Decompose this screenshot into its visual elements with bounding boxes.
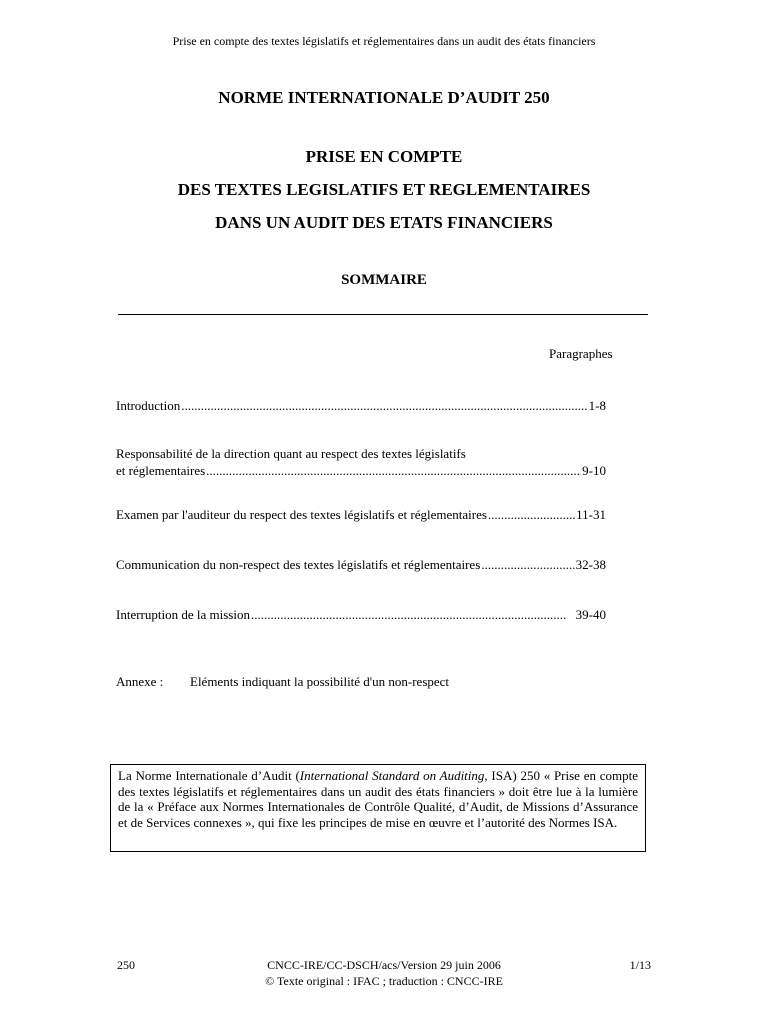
toc-entry-interruption[interactable] <box>116 606 606 623</box>
toc-entry-label: et réglementaires <box>116 463 206 478</box>
preface-text-end: , ISA) 250 « Prise en compte des textes législatifs et réglementaires dans un audit des états financiers » doit être lue à la lumière de la « Préface aux Normes Internationales de Contrôle Qualité, d’Audit, de Missions d’Assurance et de Services connexes », qui fixe les principes de mise en œuvre et l’autorité des Normes ISA. <box>118 768 639 830</box>
preface-box <box>110 764 646 852</box>
annex-label: Annexe : <box>116 674 164 689</box>
toc-entry-examen[interactable] <box>116 506 606 523</box>
toc-entry-pages: 1-8 <box>588 398 606 413</box>
preface-text-start: La Norme Internationale d’Audit ( <box>118 768 300 783</box>
dot-leader <box>251 606 566 623</box>
footer-copyright: © Texte original : IFAC ; traduction : CNCC-IRE <box>265 974 503 988</box>
toc-entry-pages: 9-10 <box>582 463 606 478</box>
dot-leader <box>181 397 587 414</box>
running-header: Prise en compte des textes législatifs et réglementaires dans un audit des états financiers <box>172 34 596 48</box>
toc-entry-pages: 39-40 <box>575 607 606 622</box>
toc-column-header: Paragraphes <box>549 346 613 361</box>
toc-entry-label: Communication du non-respect des textes législatifs et réglementaires <box>116 557 481 572</box>
summary-heading: SOMMAIRE <box>341 272 427 288</box>
toc-entry-pages: 32-38 <box>575 557 606 572</box>
dot-leader <box>481 556 574 573</box>
toc-entry-introduction[interactable] <box>116 397 606 414</box>
preface-text-italic: International Standard on Auditing <box>299 768 485 783</box>
footer-version: CNCC-IRE/CC-DSCH/acs/Version 29 juin 2006 <box>267 958 501 972</box>
dot-leader <box>488 506 575 523</box>
toc-entry-label: Interruption de la mission <box>116 607 250 622</box>
title-line-1: PRISE EN COMPTE <box>305 147 463 166</box>
title-line-3: DANS UN AUDIT DES ETATS FINANCIERS <box>215 213 553 232</box>
toc-entry-label: Introduction <box>116 398 181 413</box>
toc-entry-communication[interactable] <box>116 556 606 573</box>
footer-standard-number: 250 <box>117 958 135 972</box>
annex-text: Eléments indiquant la possibilité d'un non-respect <box>190 674 450 689</box>
title-line-2: DES TEXTES LEGISLATIFS ET REGLEMENTAIRES <box>177 180 591 199</box>
toc-entry-label-line1: Responsabilité de la direction quant au respect des textes législatifs <box>116 446 466 461</box>
toc-entry-pages: 11-31 <box>576 507 606 522</box>
dot-leader <box>206 462 581 479</box>
horizontal-rule <box>118 314 648 315</box>
standard-heading: NORME INTERNATIONALE D’AUDIT 250 <box>218 88 550 107</box>
toc-entry-responsabilite[interactable] <box>116 445 606 479</box>
annex-entry[interactable] <box>116 674 449 690</box>
toc-entry-label: Examen par l'auditeur du respect des textes législatifs et réglementaires <box>116 507 487 522</box>
footer-page-number: 1/13 <box>629 958 651 972</box>
